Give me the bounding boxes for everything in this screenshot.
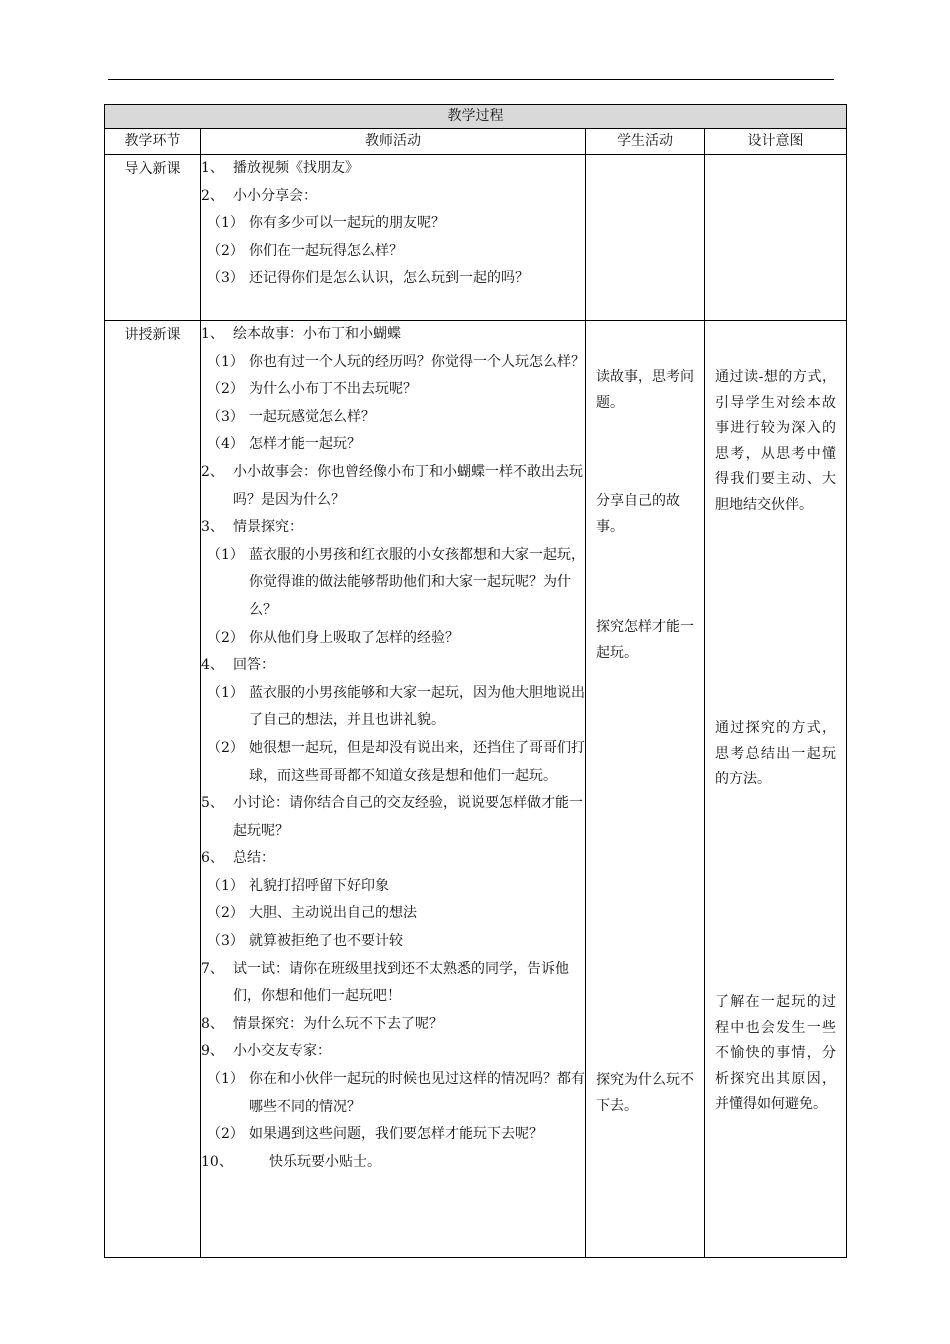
table-title: 教学过程 [105,105,847,129]
lecture-student-activity [586,321,705,1258]
list-item: （4） 怎样才能一起玩？ [207,436,361,453]
header-stage: 教学环节 [105,129,201,155]
header-rule [108,79,834,80]
student-activity-4: 探究为什么玩不下去。 [596,1072,694,1114]
student-activity-1: 读故事，思考问题。 [596,369,694,411]
student-activity-2: 分享自己的故事。 [596,493,680,535]
list-item: 8、 情景探究：为什么玩不下去了呢？ [201,1015,443,1032]
list-item: 1、 播放视频《找朋友》 [201,160,359,176]
list-item: （3） 就算被拒绝了也不要计较 [207,933,403,950]
list-item: （2） 大胆、主动说出自己的想法 [207,905,417,922]
design-intent-2: 通过探究的方式，思考总结出一起玩的方法。 [715,720,836,787]
header-teacher-activity: 教师活动 [201,129,586,155]
list-item: 9、 小小交友专家： [201,1043,331,1060]
list-item: （1） 蓝衣服的小男孩能够和大家一起玩，因为他大胆地说出了自己的想法，并且也讲礼貌。 [207,684,585,729]
list-item: （1） 你也有过一个人玩的经历吗？你觉得一个人玩怎么样？ [207,353,585,370]
list-item: 6、 总结： [201,850,275,867]
list-item: 3、 情景探究： [201,519,303,536]
header-student-activity: 学生活动 [586,129,705,155]
list-item: 2、 小小分享会： [201,187,317,204]
lecture-teacher-activity [201,321,586,1258]
list-item: 1、 绘本故事：小布丁和小蝴蝶 [201,326,401,342]
list-item: （2） 为什么小布丁不出去玩呢？ [207,381,417,398]
intro-teacher-activity [201,155,586,321]
student-activity-3: 探究怎样才能一起玩。 [596,619,694,661]
list-item: （2） 你们在一起玩得怎么样？ [207,242,403,259]
list-item: 4、 回答： [201,657,275,674]
list-item: （3） 还记得你们是怎么认识，怎么玩到一起的吗？ [207,270,529,287]
list-item: （2） 她很想一起玩，但是却没有说出来，还挡住了哥哥们打球，而这些哥哥都不知道女孩是想和他们一起玩。 [207,739,585,784]
list-item: 7、 试一试：请你在班级里找到还不太熟悉的同学，告诉他们，你想和他们一起玩吧！ [201,960,569,1005]
list-item: （2） 你从他们身上吸取了怎样的经验？ [207,629,459,646]
list-item: （1） 你在和小伙伴一起玩的时候也见过这样的情况吗？都有哪些不同的情况？ [207,1071,585,1115]
design-intent-1: 通过读-想的方式，引导学生对绘本故事进行较为深入的思考，从思考中懂得我们要主动、大胆地结交伙伴。 [715,369,836,513]
list-item: （1） 你有多少可以一起玩的朋友呢？ [207,215,445,232]
list-item: （2） 如果遇到这些问题，我们要怎样才能玩下去呢？ [207,1126,543,1143]
header-design-intent: 设计意图 [705,129,847,155]
intro-student-activity [586,155,705,321]
list-item: （3） 一起玩感觉怎么样？ [207,408,375,425]
list-item: （1） 蓝衣服的小男孩和红衣服的小女孩都想和大家一起玩，你觉得谁的做法能够帮助他们和大家一起玩呢？为什么？ [207,546,585,618]
intro-design-intent [705,155,847,321]
teaching-process-table [104,104,847,1258]
list-item: 10、 快乐玩要小贴士。 [201,1153,381,1170]
section-intro: 导入新课 [105,155,201,321]
lecture-design-intent [705,321,847,1258]
section-lecture: 讲授新课 [105,321,201,1258]
design-intent-3: 了解在一起玩的过程中也会发生一些不愉快的事情，分析探究出其原因，并懂得如何避免。 [715,994,836,1112]
list-item: （1） 礼貌打招呼留下好印象 [207,877,389,894]
list-item: 2、 小小故事会：你也曾经像小布丁和小蝴蝶一样不敢出去玩吗？是因为什么？ [201,463,583,508]
list-item: 5、 小讨论：请你结合自己的交友经验，说说要怎样做才能一起玩呢？ [201,795,583,839]
